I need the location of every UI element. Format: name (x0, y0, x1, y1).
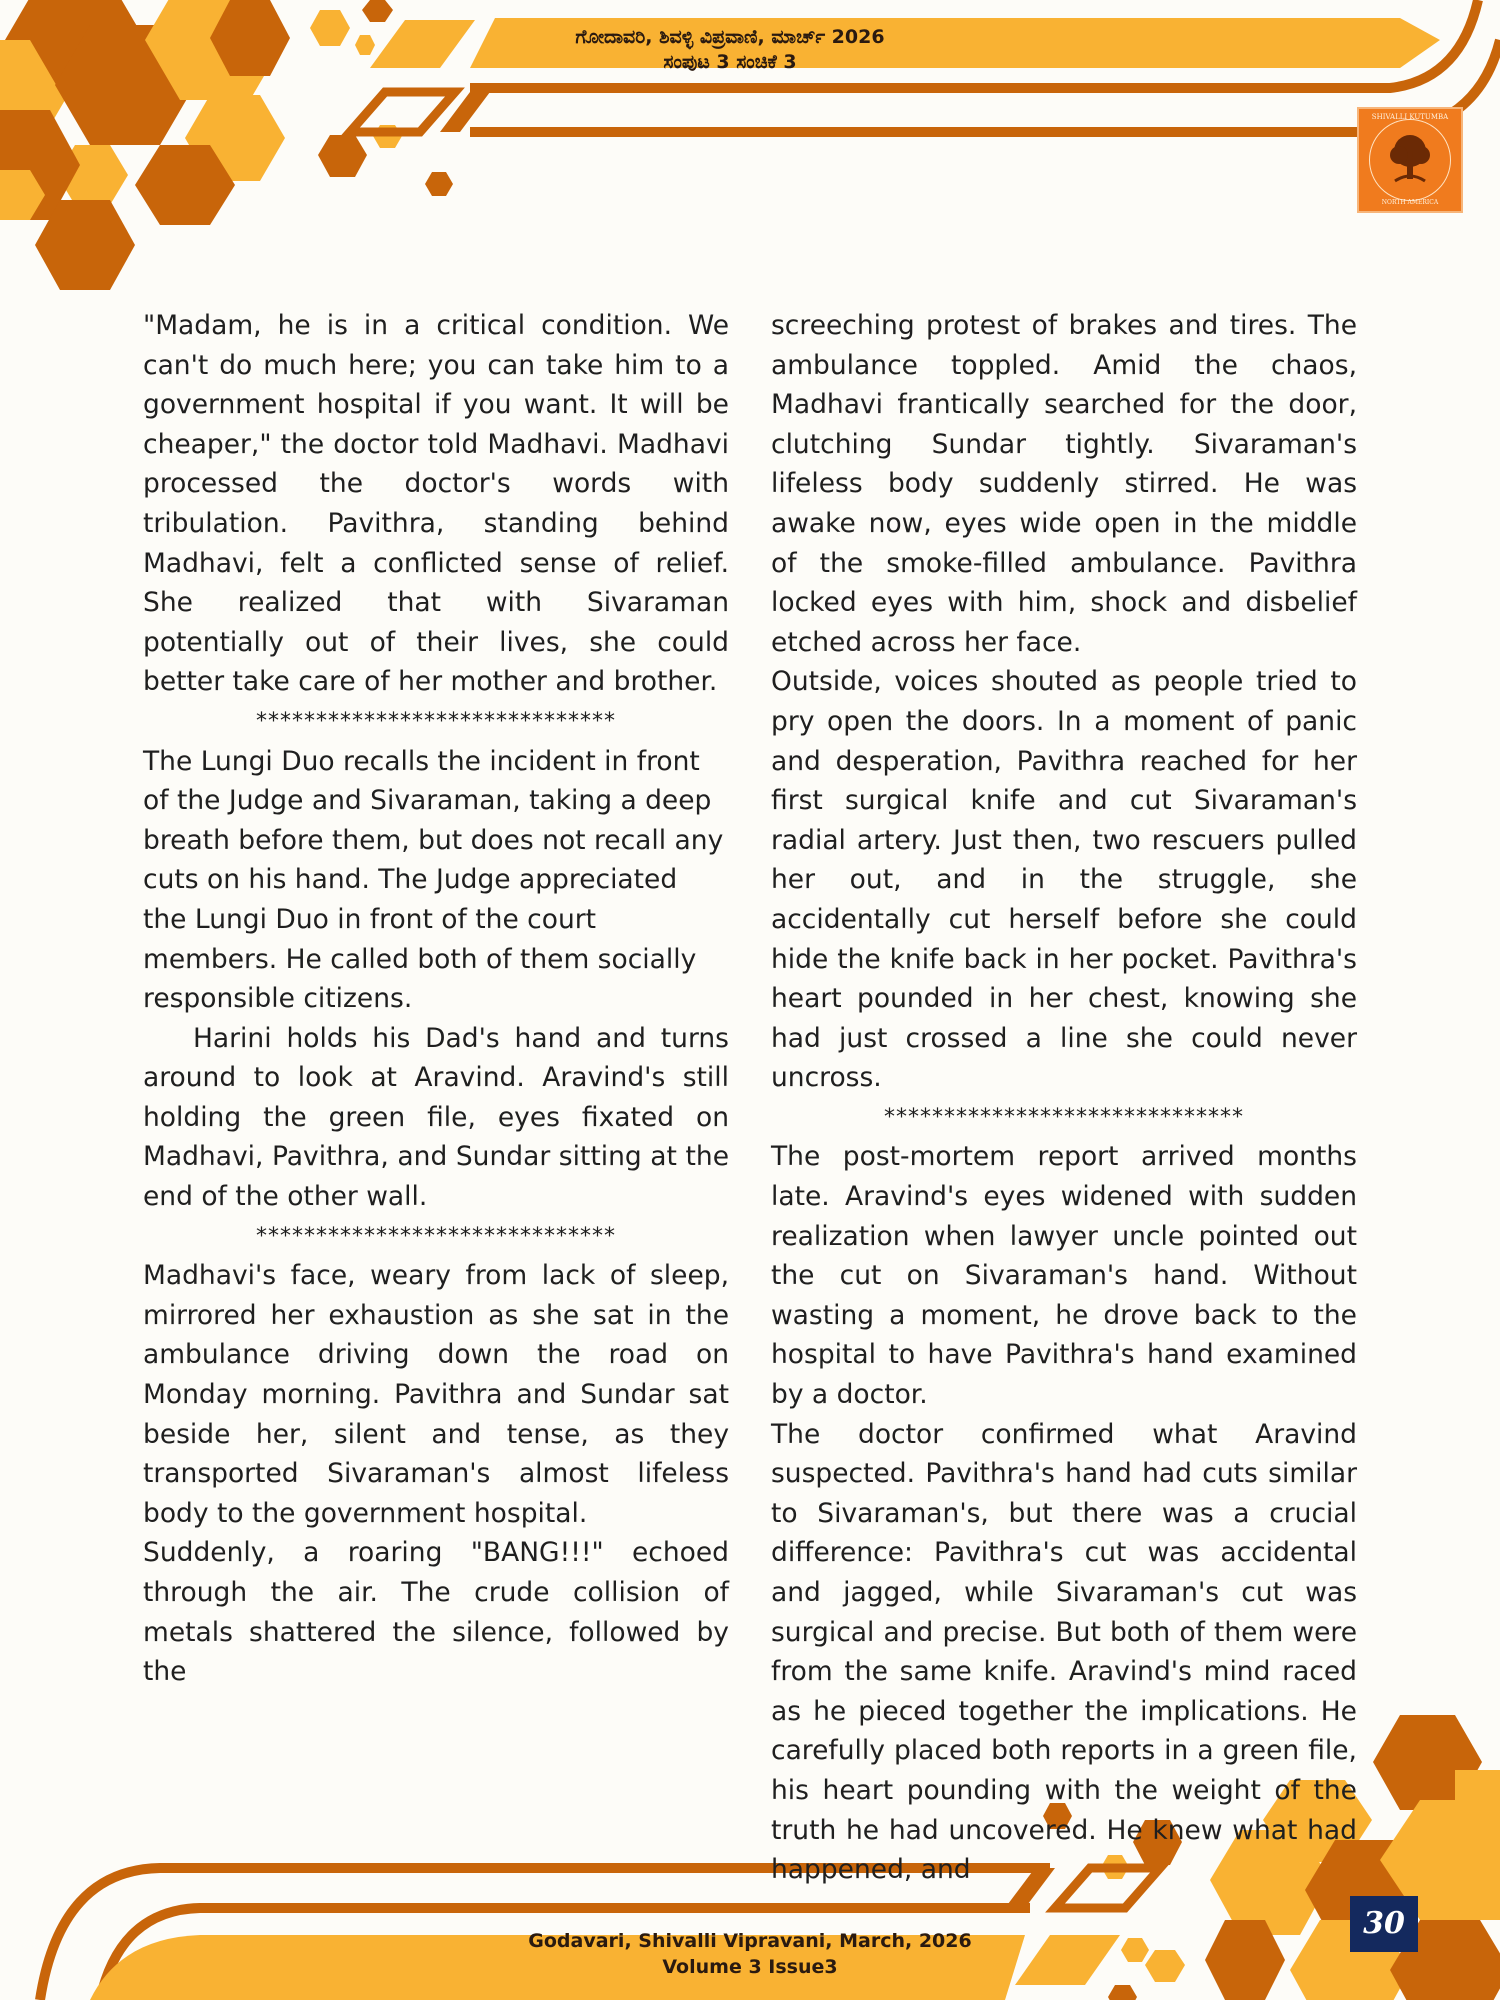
paragraph: Madhavi's face, weary from lack of sleep, mirrored her exhaustion as she sat in the ambulance driving down the road on Monday morning. Pavithra and Sundar sat beside her, silent and tense, as they transported Sivaraman's almost lifeless body to the government hospital. (143, 1260, 729, 1529)
section-separator: ****************************** (256, 708, 616, 734)
header-line-1: ಗೋದಾವರಿ, ಶಿವಳ್ಳಿ ವಿಪ್ರವಾಣಿ, ಮಾರ್ಚ್ 2026 (575, 26, 885, 48)
footer-line-2: Volume 3 Issue3 (662, 1956, 838, 1978)
paragraph: Outside, voices shouted as people tried to pry open the doors. In a moment of panic and desperation, Pavithra reached for her first surgical knife and cut Sivaraman's radial artery. Just then, two rescuers pulled her out, and in the struggle, she accidentally cut herself before she could hide the knife back in her pocket. Pavithra's heart pounded in her chest, knowing she had just crossed a line she could never uncross. (771, 666, 1357, 1094)
logo-top-text: SHIVALLI KUTUMBA (1371, 113, 1449, 121)
article-column-right (771, 306, 1357, 1890)
shivalli-kutumba-logo (1357, 107, 1463, 213)
paragraph: Harini holds his Dad's hand and turns around to look at Aravind. Aravind's still holding the green file, eyes fixated on Madhavi, Pavithra, and Sundar sitting at the end of the other wall. (143, 1022, 729, 1213)
section-separator: ****************************** (884, 1104, 1244, 1130)
paragraph: screeching protest of brakes and tires. The ambulance toppled. Amid the chaos, Madhavi frantically searched for the door, clutching Sundar tightly. Sivaraman's lifeless body suddenly stirred. He was awake now, eyes wide open in the middle of the smoke-filled ambulance. Pavithra locked eyes with him, shock and disbelief etched across her face. (771, 310, 1357, 658)
header-line-2: ಸಂಪುಟ 3 ಸಂಚಿಕೆ 3 (663, 51, 797, 73)
tree-icon (1385, 131, 1435, 191)
paragraph: The Lungi Duo recalls the incident in front of the Judge and Sivaraman, taking a deep breath before them, but does not recall any cuts on his hand. The Judge appreciated the Lungi Duo in front of the court members. He called both of them socially responsible citizens. (143, 745, 724, 1015)
paragraph: Suddenly, a roaring "BANG!!!" echoed through the air. The crude collision of metals shattered the silence, followed by the (143, 1537, 729, 1688)
paragraph: The doctor confirmed what Aravind suspected. Pavithra's hand had cuts similar to Sivaraman's, but there was a crucial difference: Pavithra's cut was accidental and jagged, while Sivaraman's cut was surgical and precise. But both of them were from the same knife. Aravind's mind raced as he pieced together the implications. He carefully placed both reports in a green file, his heart pounding with the weight of the truth he had uncovered. He knew what had happened, and (771, 1418, 1357, 1886)
paragraph: The post-mortem report arrived months late. Aravind's eyes widened with sudden realization when lawyer uncle pointed out the cut on Sivaraman's hand. Without wasting a moment, he drove back to the hospital to have Pavithra's hand examined by a doctor. (771, 1141, 1357, 1411)
top-left-hexagon-cluster (0, 0, 453, 290)
section-separator: ****************************** (256, 1223, 616, 1249)
paragraph: "Madam, he is in a critical condition. We can't do much here; you can take him to a government hospital if you want. It will be cheaper," the doctor told Madhavi. Madhavi processed the doctor's words with tribulation. Pavithra, standing behind Madhavi, felt a conflicted sense of relief. She realized that with Sivaraman potentially out of their lives, she could better take care of her mother and brother. (143, 310, 729, 698)
page-number-badge: 30 (1350, 1896, 1418, 1952)
logo-bottom-text: NORTH AMERICA (1381, 199, 1439, 206)
footer-line-1: Godavari, Shivalli Vipravani, March, 2026 (528, 1930, 972, 1952)
article-column-left (143, 306, 729, 1692)
